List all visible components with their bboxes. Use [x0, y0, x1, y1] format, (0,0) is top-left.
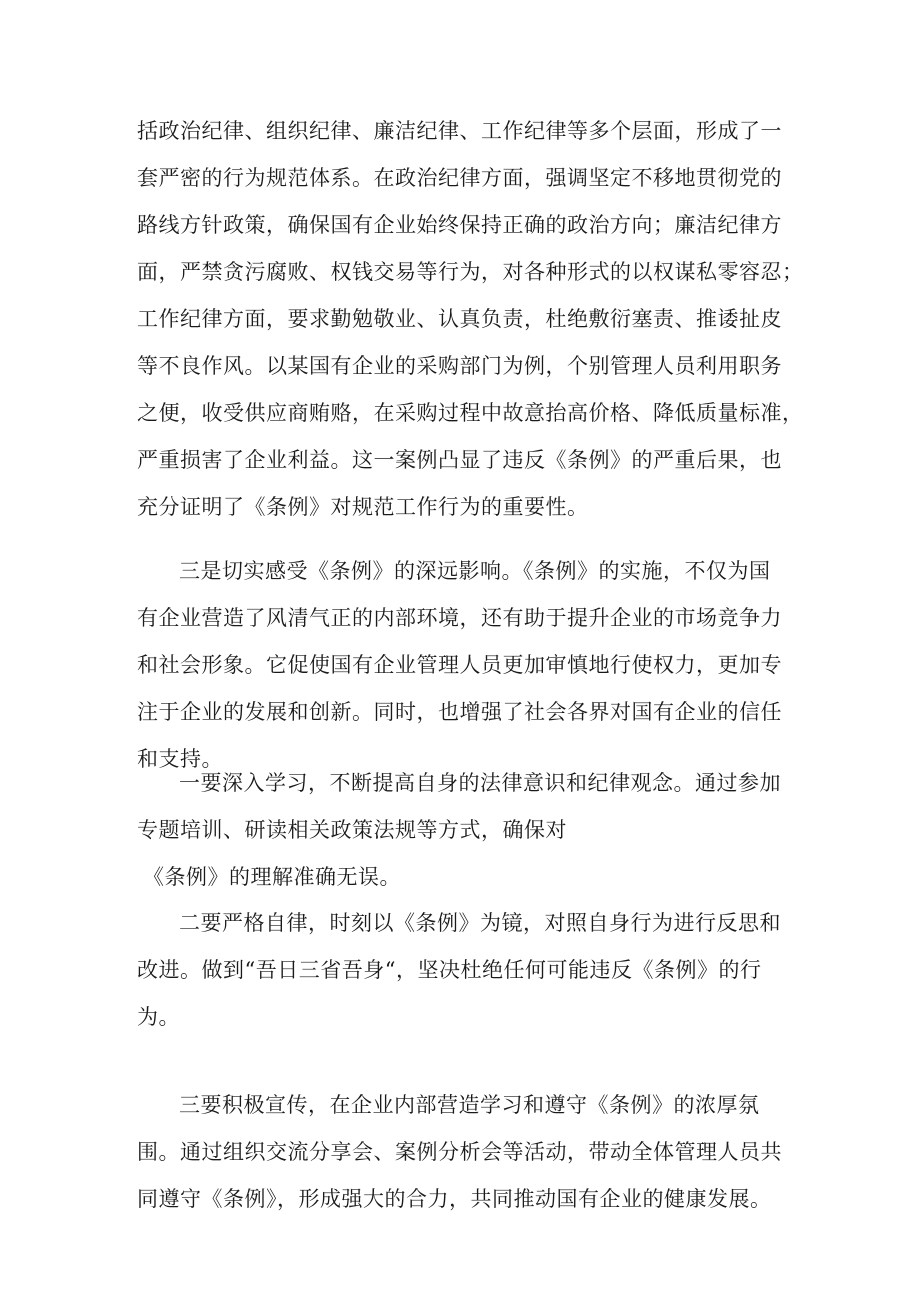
text-line: 同遵守《条例》，形成强大的合力，共同推动国有企业的健康发展。	[137, 1187, 772, 1211]
text-line: 括政治纪律、组织纪律、廉洁纪律、工作纪律等多个层面，形成了一	[137, 119, 782, 143]
text-line: 严重损害了企业利益。这一案例凸显了违反《条例》的严重后果，也	[137, 448, 782, 472]
paragraph-promotion	[137, 1082, 797, 1223]
text-line: 为。	[137, 1005, 180, 1029]
text-line: 等不良作风。以某国有企业的采购部门为例，个别管理人员利用职务	[137, 354, 782, 378]
text-line: 充分证明了《条例》对规范工作行为的重要性。	[137, 495, 589, 519]
text-line: 面，严禁贪污腐败、权钱交易等行为，对各种形式的以权谋私零容忍；	[137, 260, 804, 284]
paragraph-influence	[137, 548, 797, 783]
text-line: 路线方针政策，确保国有企业始终保持正确的政治方向；廉洁纪律方	[137, 213, 782, 237]
text-line: 有企业营造了风清气正的内部环境，还有助于提升企业的市场竞争力	[137, 606, 782, 630]
text-line: 改进。做到“吾日三省吾身“，坚决杜绝任何可能违反《条例》的行	[137, 958, 762, 982]
paragraph-discipline-layers	[137, 108, 804, 531]
paragraph-study	[137, 760, 797, 901]
text-line: 套严密的行为规范体系。在政治纪律方面，强调坚定不移地贯彻党的	[137, 166, 782, 190]
text-line: 三要积极宣传，在企业内部营造学习和遵守《条例》的浓厚氛	[179, 1093, 760, 1117]
text-line: 注于企业的发展和创新。同时，也增强了社会各界对国有企业的信任	[137, 700, 782, 724]
text-line: 之便，收受供应商贿赂，在采购过程中故意抬高价格、降低质量标准，	[137, 401, 804, 425]
text-line: 专题培训、研读相关政策法规等方式，确保对	[137, 818, 567, 842]
text-line: 和社会形象。它促使国有企业管理人员更加审慎地行使权力，更加专	[137, 653, 782, 677]
paragraph-self-discipline	[137, 900, 797, 1041]
text-line: 《条例》的理解准确无误。	[143, 865, 401, 889]
text-line: 三是切实感受《条例》的深远影响。《条例》的实施，不仅为国	[179, 559, 771, 583]
text-line: 二要严格自律，时刻以《条例》为镜，对照自身行为进行反思和	[179, 911, 781, 935]
text-line: 一要深入学习，不断提高自身的法律意识和纪律观念。通过参加	[179, 771, 781, 795]
text-line: 工作纪律方面，要求勤勉敬业、认真负责，杜绝敷衍塞责、推诿扯皮	[137, 307, 782, 331]
text-line: 围。通过组织交流分享会、案例分析会等活动，带动全体管理人员共	[137, 1140, 782, 1164]
text-line: 和支持。	[137, 747, 223, 771]
